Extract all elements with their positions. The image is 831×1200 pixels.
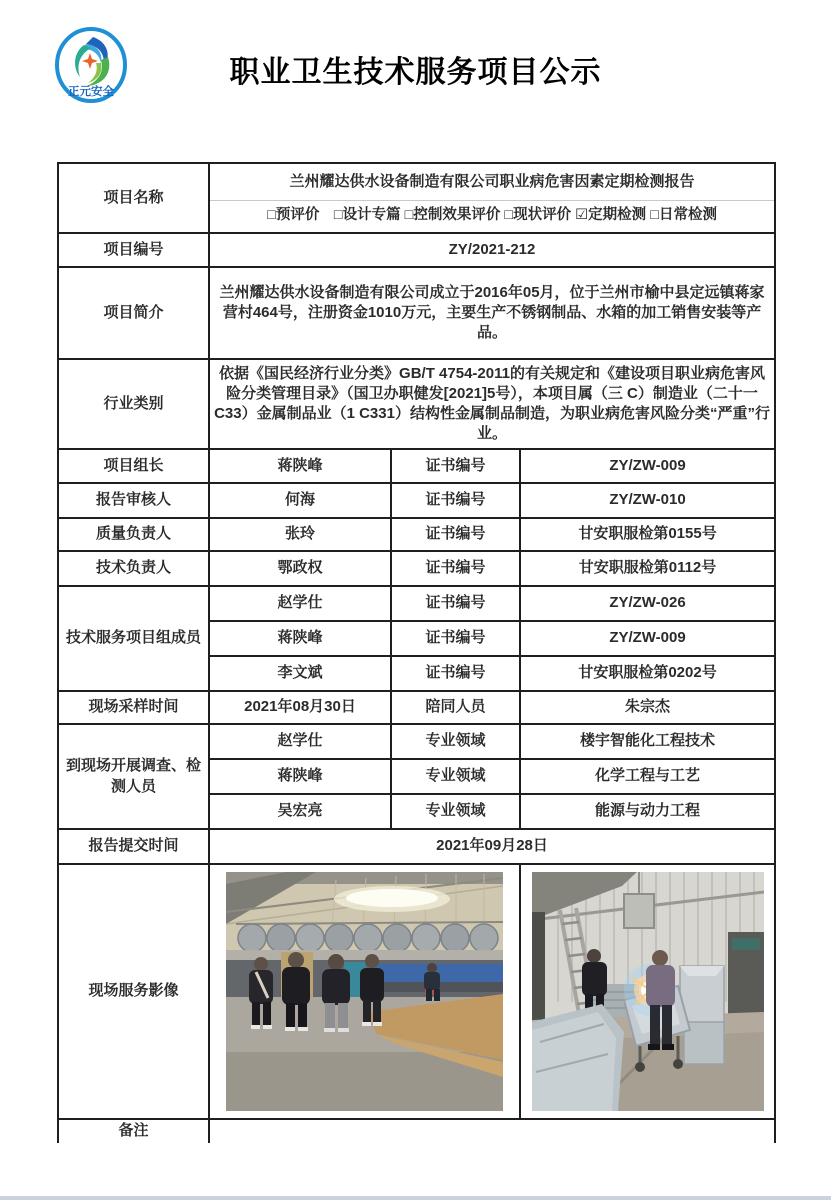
table-row [58, 829, 775, 864]
site-photo-right-cell [520, 864, 775, 1119]
table-row [58, 163, 775, 200]
table-row [58, 267, 775, 359]
technical-manager-name: 鄂政权 [209, 551, 391, 586]
cert-number-label: 证书编号 [391, 483, 520, 518]
page-bottom-edge [0, 1196, 831, 1200]
report-submit-label: 报告提交时间 [58, 829, 209, 864]
technical-manager-label: 技术负责人 [58, 551, 209, 586]
escort-label: 陪同人员 [391, 691, 520, 724]
project-intro-label: 项目简介 [58, 267, 209, 359]
project-announcement-table [57, 162, 776, 1143]
project-intro-value: 兰州耀达供水设备制造有限公司成立于2016年05月，位于兰州市榆中县定远镇蒋家营村464号，注册资金1010万元，主要生产不锈钢制品、水箱的加工销售安装等产品。 [209, 267, 775, 359]
field-value: 楼宇智能化工程技术 [520, 724, 775, 759]
site-person-name: 吴宏亮 [209, 794, 391, 829]
field-value: 能源与动力工程 [520, 794, 775, 829]
report-reviewer-name: 何海 [209, 483, 391, 518]
cert-number-label: 证书编号 [391, 586, 520, 621]
project-leader-name: 蒋陕峰 [209, 449, 391, 483]
cert-number-label: 证书编号 [391, 621, 520, 656]
report-submit-date: 2021年09月28日 [209, 829, 775, 864]
cert-number-value: ZY/ZW-009 [520, 621, 775, 656]
site-photo-left [226, 872, 503, 1111]
project-leader-label: 项目组长 [58, 449, 209, 483]
table-row [58, 691, 775, 724]
cert-number-label: 证书编号 [391, 449, 520, 483]
project-name-title: 兰州耀达供水设备制造有限公司职业病危害因素定期检测报告 [209, 163, 775, 200]
industry-category-label: 行业类别 [58, 359, 209, 449]
site-photo-right [532, 872, 764, 1111]
table-row [58, 586, 775, 621]
cert-number-label: 证书编号 [391, 551, 520, 586]
page-title: 职业卫生技术服务项目公示 [229, 56, 602, 89]
field-label: 专业领域 [391, 724, 520, 759]
field-value: 化学工程与工艺 [520, 759, 775, 794]
table-row [58, 1119, 775, 1143]
escort-name: 朱宗杰 [520, 691, 775, 724]
team-member-name: 赵学仕 [209, 586, 391, 621]
team-member-name: 蒋陕峰 [209, 621, 391, 656]
cert-number-label: 证书编号 [391, 518, 520, 551]
team-member-name: 李文斌 [209, 656, 391, 691]
project-number-value: ZY/2021-212 [209, 233, 775, 267]
table-row [58, 359, 775, 449]
logo-text: 正元安全 [68, 86, 114, 98]
cert-number-value: 甘安职服检第0112号 [520, 551, 775, 586]
table-row [58, 483, 775, 518]
table-row [58, 449, 775, 483]
field-label: 专业领域 [391, 794, 520, 829]
cert-number-value: ZY/ZW-010 [520, 483, 775, 518]
site-personnel-label: 到现场开展调查、检测人员 [58, 724, 209, 829]
project-name-label: 项目名称 [58, 163, 209, 233]
site-person-name: 赵学仕 [209, 724, 391, 759]
remarks-label: 备注 [58, 1119, 209, 1143]
sampling-time-label: 现场采样时间 [58, 691, 209, 724]
project-number-label: 项目编号 [58, 233, 209, 267]
team-members-label: 技术服务项目组成员 [58, 586, 209, 691]
remarks-value [209, 1119, 775, 1143]
industry-category-value: 依据《国民经济行业分类》GB/T 4754-2011的有关规定和《建设项目职业病危害风险分类管理目录》（国卫办职健发[2021]5号），本项目属（三 C）制造业（二十一 C33）金属制品业（1 C331）结构性金属制品制造，为职业病危害风险分类“严重”行业。 [209, 359, 775, 449]
field-label: 专业领域 [391, 759, 520, 794]
cert-number-value: ZY/ZW-026 [520, 586, 775, 621]
table-row [58, 864, 775, 1119]
quality-manager-name: 张玲 [209, 518, 391, 551]
table-row [58, 518, 775, 551]
report-reviewer-label: 报告审核人 [58, 483, 209, 518]
cert-number-value: 甘安职服检第0155号 [520, 518, 775, 551]
project-type-checkboxes: □预评价 □设计专篇 □控制效果评价 □现状评价 ☑定期检测 □日常检测 [209, 200, 775, 233]
table-row [58, 724, 775, 759]
site-photos-label: 现场服务影像 [58, 864, 209, 1119]
table-row [58, 233, 775, 267]
cert-number-label: 证书编号 [391, 656, 520, 691]
table-row [58, 551, 775, 586]
sampling-date: 2021年08月30日 [209, 691, 391, 724]
cert-number-value: 甘安职服检第0202号 [520, 656, 775, 691]
cert-number-value: ZY/ZW-009 [520, 449, 775, 483]
site-photo-left-cell [209, 864, 520, 1119]
quality-manager-label: 质量负责人 [58, 518, 209, 551]
site-person-name: 蒋陕峰 [209, 759, 391, 794]
